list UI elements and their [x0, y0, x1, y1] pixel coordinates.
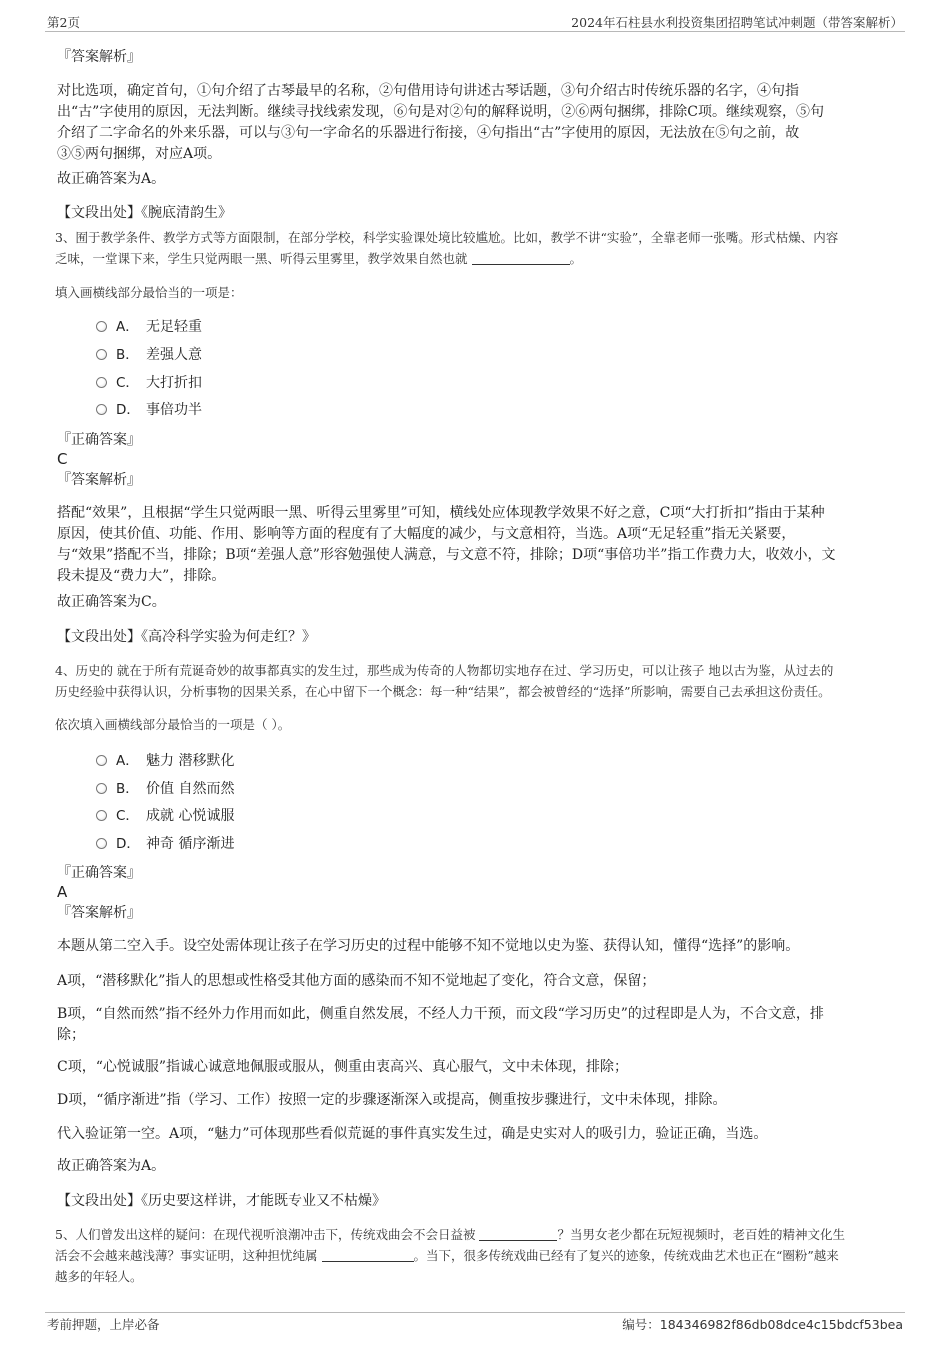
q2-analysis — [57, 81, 893, 165]
q4-stem-line: 4、历史的 就在于所有荒诞奇妙的故事都真实的发生过，那些成为传奇的人物都切实地存在过、学习历史，可以让孩子 地以古为鉴，从过去的 — [55, 663, 834, 678]
q3-correct-answer: C — [57, 450, 68, 468]
footer-slogan: 考前押题，上岸必备 — [47, 1317, 160, 1332]
q4-option-b[interactable] — [96, 779, 234, 799]
option-key: B． — [116, 781, 139, 797]
q4-analysis-label: 『答案解析』 — [57, 905, 141, 921]
q4-analysis-p3 — [57, 1004, 893, 1046]
q3-stem-end: 。 — [569, 251, 583, 266]
q5-stem-text: 。当下，很多传统戏曲已经有了复兴的迹象，传统戏曲艺术也正在“圈粉”越来 — [413, 1248, 839, 1263]
option-key: D． — [116, 836, 140, 852]
page-number: 第2页 — [47, 15, 80, 30]
q4-conclusion: 故正确答案为A。 — [57, 1158, 166, 1174]
q3-stem-line — [55, 248, 895, 269]
q3-blank — [472, 250, 570, 265]
radio-icon[interactable] — [96, 783, 107, 794]
option-text: 差强人意 — [146, 347, 202, 363]
q3-analysis-line: 与“效果”搭配不当，排除；B项“差强人意”形容勉强使人满意，与文意不符，排除；D项“事倍功半”指工作费力大，收效小，文 — [57, 547, 836, 563]
q3-correct-label: 『正确答案』 — [57, 432, 141, 448]
document-title: 2024年石柱县水利投资集团招聘笔试冲刺题（带答案解析） — [571, 15, 903, 30]
option-key: A． — [116, 319, 139, 335]
page-header — [45, 13, 905, 32]
q3-analysis-line: 原因，使其价值、功能、作用、影响等方面的程度有了大幅度的减少，与文意相符，当选。A项“无足轻重”指无关紧要， — [57, 526, 796, 542]
q5-stem-text: 5、人们曾发出这样的疑问：在现代视听浪潮冲击下，传统戏曲会不会日益被 — [55, 1227, 476, 1242]
q2-analysis-line: ③⑤两句捆绑，对应A项。 — [57, 146, 222, 162]
radio-icon[interactable] — [96, 321, 107, 332]
q4-analysis-line: 除； — [57, 1027, 85, 1043]
q4-analysis-p2: A项，“潜移默化”指人的思想或性格受其他方面的感染而不知不觉地起了变化，符合文意，保留； — [57, 973, 656, 989]
radio-icon[interactable] — [96, 404, 107, 415]
option-key: C． — [116, 808, 139, 824]
q3-stem-line: 3、囿于教学条件、教学方式等方面限制，在部分学校，科学实验课处境比较尴尬。比如，教学不讲“实验”，全靠老师一张嘴。形式枯燥、内容 — [55, 230, 839, 245]
option-text: 魅力 潜移默化 — [146, 753, 235, 769]
q4-option-c[interactable] — [96, 806, 234, 826]
option-text: 神奇 循序渐进 — [146, 836, 235, 852]
q4-option-a[interactable] — [96, 751, 234, 771]
q5-stem-text: 活会不会越来越浅薄？事实证明，这种担忧纯属 — [55, 1248, 318, 1263]
footer-code — [622, 1315, 903, 1333]
q4-analysis-p6: 代入验证第一空。A项，“魅力”可体现那些看似荒诞的事件真实发生过，确是史实对人的吸引力，验证正确，当选。 — [57, 1126, 768, 1142]
radio-icon[interactable] — [96, 349, 107, 360]
q2-analysis-line: 对比选项，确定首句，①句介绍了古琴最早的名称，②句借用诗句讲述古琴话题，③句介绍古时传统乐器的名字，④句指 — [57, 83, 799, 99]
q3-option-d[interactable] — [96, 400, 202, 420]
option-key: C． — [116, 375, 139, 391]
q4-correct-answer: A — [57, 883, 68, 901]
option-text: 成就 心悦诚服 — [146, 808, 235, 824]
q5-stem-text: ？当男女老少都在玩短视频时，老百姓的精神文化生 — [557, 1227, 845, 1242]
q5-stem-line: 越多的年轻人。 — [55, 1269, 143, 1284]
q2-analysis-line: 出“古”字使用的原因，无法判断。继续寻找线索发现，⑥句是对②句的解释说明，②⑥两句捆绑，排除C项。继续观察，⑤句 — [57, 104, 825, 120]
option-text: 大打折扣 — [146, 375, 202, 391]
option-key: D． — [116, 402, 140, 418]
option-text: 价值 自然而然 — [146, 781, 235, 797]
q3-option-a[interactable] — [96, 317, 202, 337]
radio-icon[interactable] — [96, 810, 107, 821]
radio-icon[interactable] — [96, 838, 107, 849]
q5-blank-2 — [322, 1247, 414, 1262]
q2-analysis-label: 『答案解析』 — [57, 49, 141, 65]
q2-analysis-line: 介绍了二字命名的外来乐器，可以与③句一字命名的乐器进行衔接，④句指出“古”字使用的原因，无法放在⑤句之前，故 — [57, 125, 800, 141]
q3-analysis-label: 『答案解析』 — [57, 472, 141, 488]
q4-analysis-p5: D项，“循序渐进”指（学习、工作）按照一定的步骤逐渐深入或提高，侧重按步骤进行，文中未体现，排除。 — [57, 1092, 727, 1108]
option-text: 无足轻重 — [146, 319, 202, 335]
option-key: B． — [116, 347, 139, 363]
q4-option-d[interactable] — [96, 834, 234, 854]
q5-stem-line — [55, 1224, 895, 1245]
q4-stem-line: 历史经验中获得认识，分析事物的因果关系，在心中留下一个概念：每一种“结果”，都会被曾经的“选择”所影响，需要自己去承担这份责任。 — [55, 684, 831, 699]
q3-source: 【文段出处】《高冷科学实验为何走红？》 — [57, 629, 316, 645]
q5-blank-1 — [479, 1226, 557, 1241]
q3-option-b[interactable] — [96, 345, 202, 365]
q4-prompt: 依次填入画横线部分最恰当的一项是（ ）。 — [55, 717, 291, 732]
option-text: 事倍功半 — [146, 402, 202, 418]
q5-stem-line — [55, 1245, 895, 1266]
q2-conclusion: 故正确答案为A。 — [57, 171, 166, 187]
radio-icon[interactable] — [96, 377, 107, 388]
q3-analysis-line: 搭配“效果”，且根据“学生只觉两眼一黑、听得云里雾里”可知，横线处应体现教学效果不好之意，C项“大打折扣”指由于某种 — [57, 505, 825, 521]
q4-analysis-p1: 本题从第二空入手。设空处需体现让孩子在学习历史的过程中能够不知不觉地以史为鉴、获得认知，懂得“选择”的影响。 — [57, 938, 800, 954]
q3-option-c[interactable] — [96, 373, 202, 393]
q2-source: 【文段出处】《腕底清韵生》 — [57, 205, 232, 221]
radio-icon[interactable] — [96, 755, 107, 766]
q3-conclusion: 故正确答案为C。 — [57, 594, 166, 610]
q4-stem — [55, 660, 895, 702]
option-key: A． — [116, 753, 139, 769]
q3-prompt: 填入画横线部分最恰当的一项是： — [55, 285, 243, 300]
footer-code-value: 184346982f86db08dce4c15bdcf53bea — [659, 1317, 903, 1332]
q3-stem — [55, 227, 895, 269]
page-footer — [45, 1312, 905, 1332]
q4-analysis-line: B项，“自然而然”指不经外力作用而如此，侧重自然发展，不经人力干预，而文段“学习历史”的过程即是人为，不合文意，排 — [57, 1006, 824, 1022]
q5-stem — [55, 1224, 895, 1287]
q4-analysis-p4: C项，“心悦诚服”指诚心诚意地佩服或服从，侧重由衷高兴、真心服气，文中未体现，排除； — [57, 1059, 629, 1075]
q4-source: 【文段出处】《历史要这样讲，才能既专业又不枯燥》 — [57, 1193, 386, 1209]
q3-stem-text: 乏味，一堂课下来，学生只觉两眼一黑、听得云里雾里，教学效果自然也就 — [55, 251, 468, 266]
footer-code-label: 编号： — [622, 1317, 660, 1332]
q3-analysis — [57, 503, 893, 587]
q4-correct-label: 『正确答案』 — [57, 865, 141, 881]
q3-analysis-line: 段未提及“费力大”，排除。 — [57, 568, 226, 584]
